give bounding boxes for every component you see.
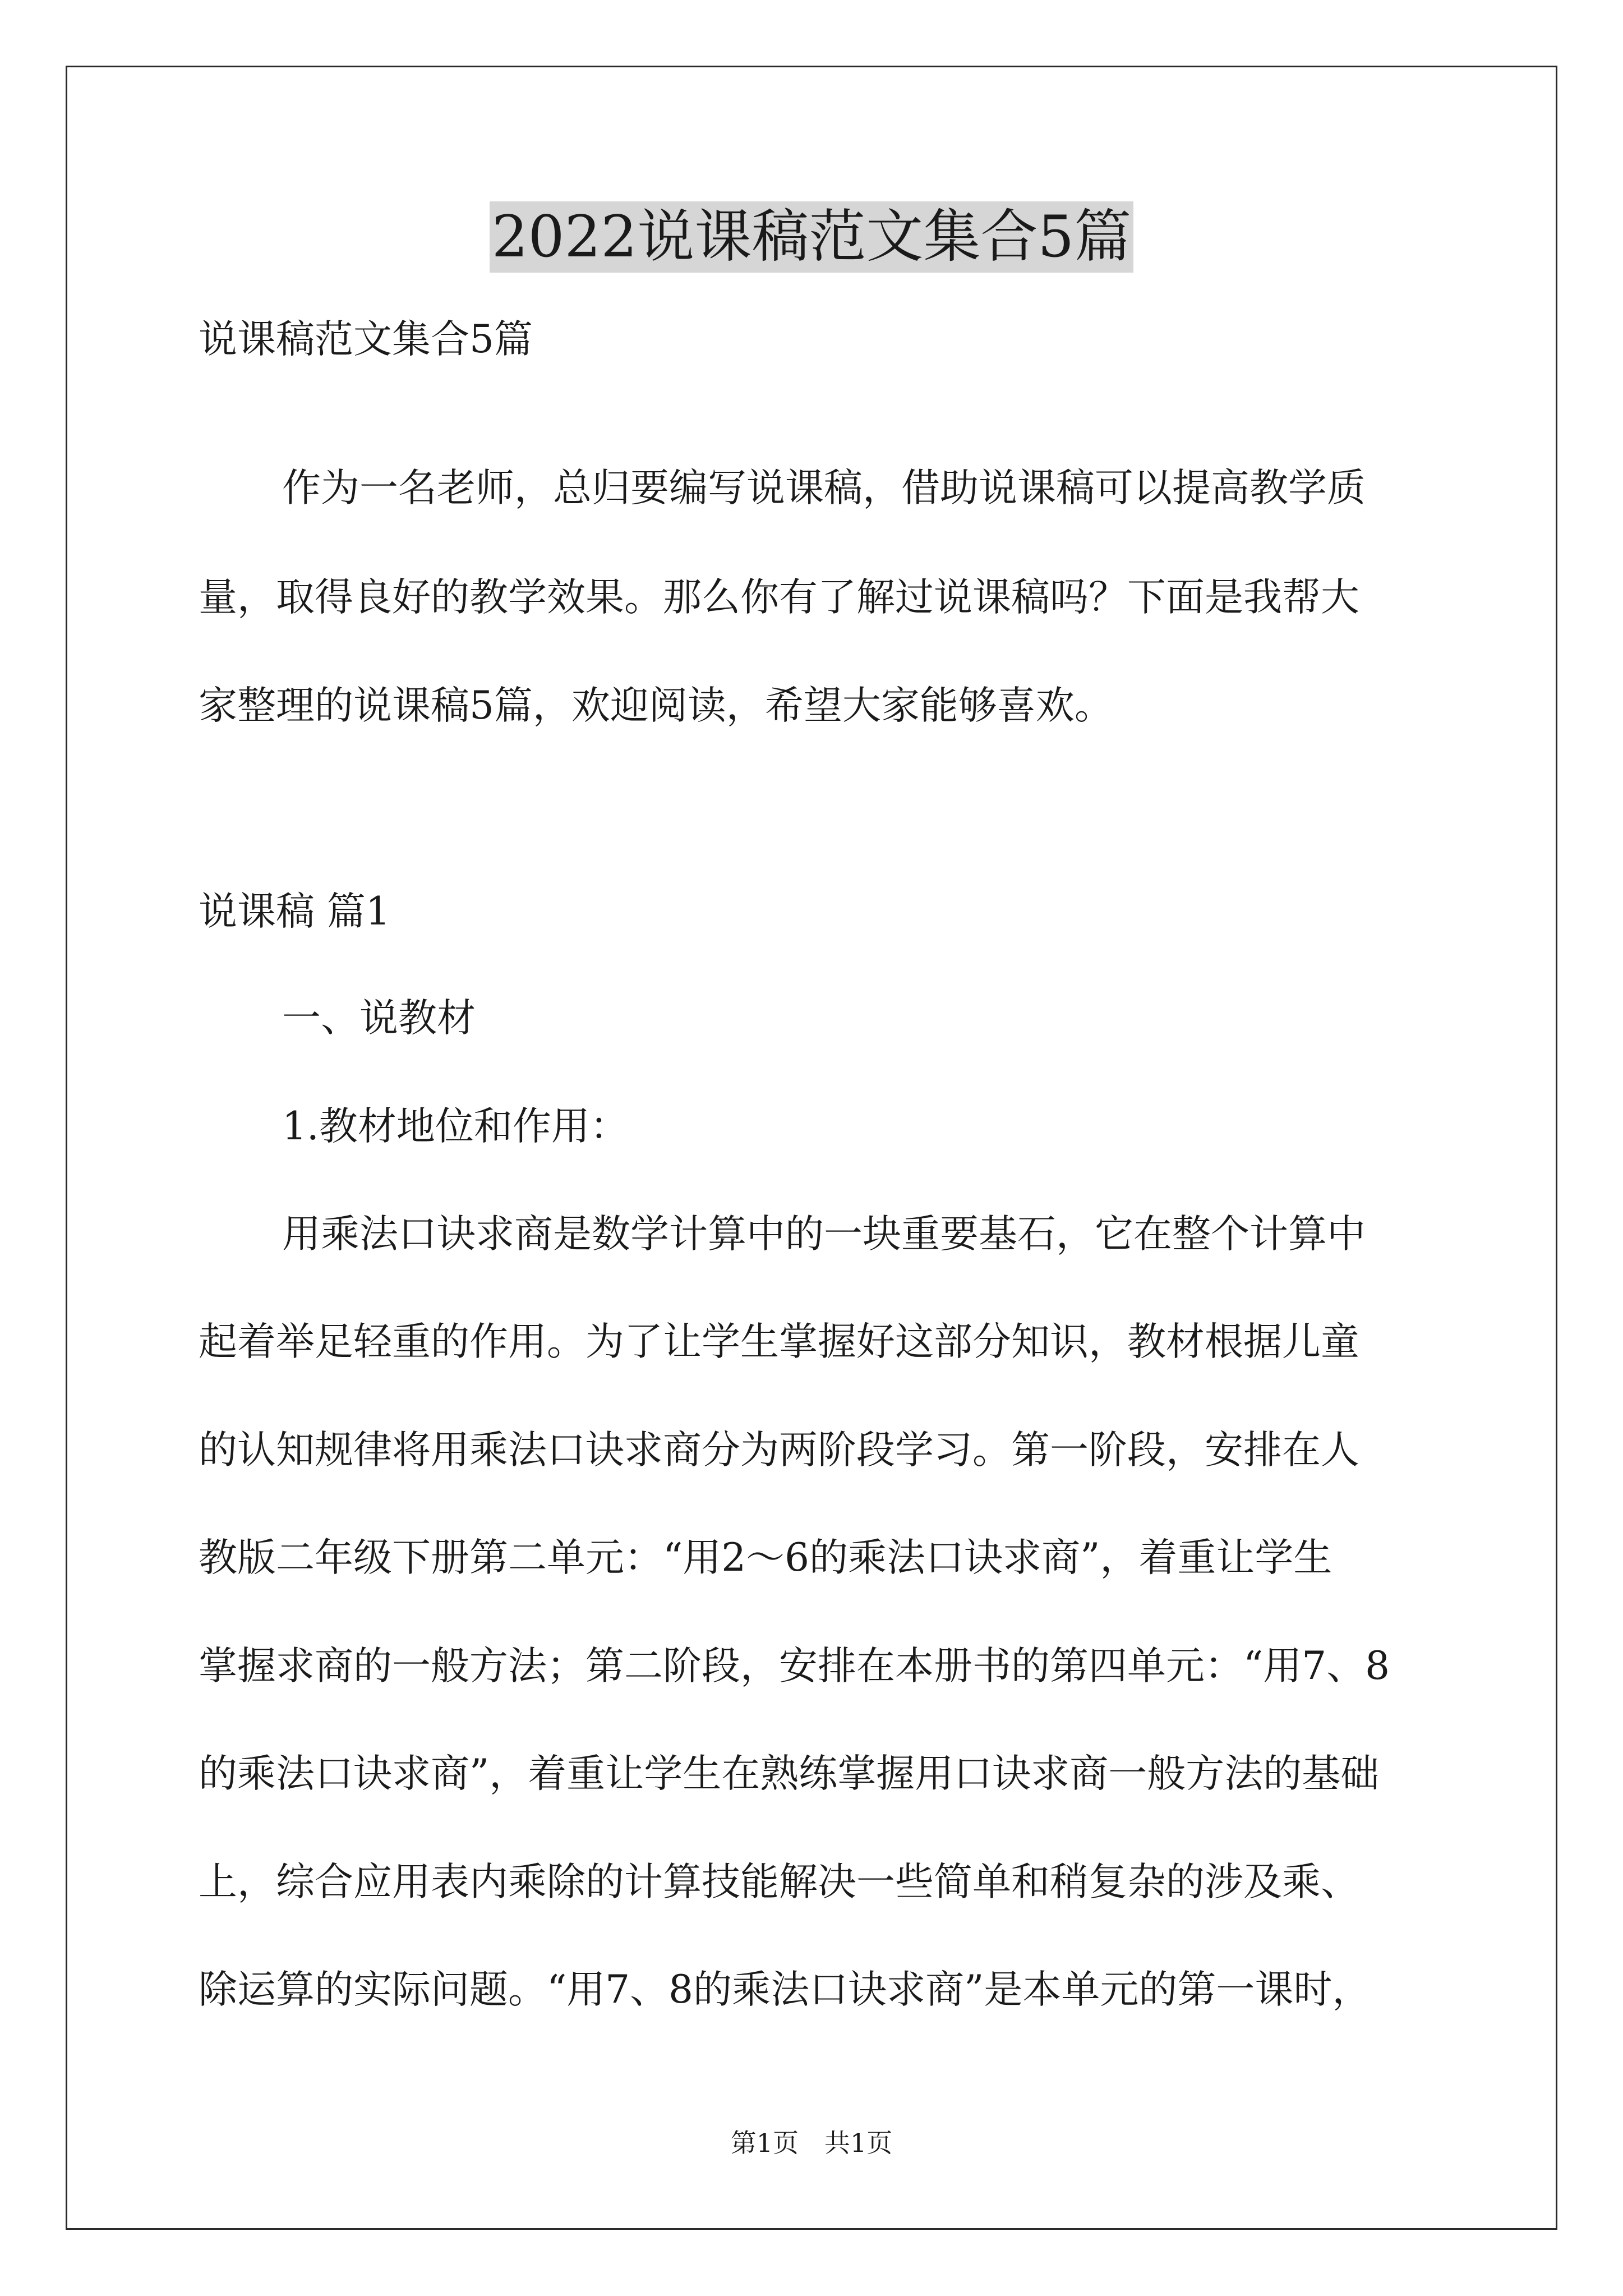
body-line: 的认知规律将用乘法口诀求商分为两阶段学习。第一阶段，安排在人 (199, 1428, 1359, 1473)
intro-line: 家整理的说课稿5篇，欢迎阅读，希望大家能够喜欢。 (199, 683, 1113, 728)
body-line: 用乘法口诀求商是数学计算中的一块重要基石，它在整个计算中 (282, 1212, 1366, 1257)
document-title-text: 2022说课稿范文集合5篇 (490, 201, 1133, 273)
point-heading: 1.教材地位和作用： (282, 1104, 629, 1149)
body-line: 起着举足轻重的作用。为了让学生掌握好这部分知识，教材根据儿童 (199, 1319, 1359, 1364)
intro-line: 作为一名老师，总归要编写说课稿，借助说课稿可以提高教学质 (282, 466, 1366, 510)
body-line: 教版二年级下册第二单元：“用2～6的乘法口诀求商”，着重让学生 (199, 1535, 1332, 1580)
page-footer: 第1页 共1页 (730, 2128, 893, 2158)
body-line: 掌握求商的一般方法；第二阶段，安排在本册书的第四单元：“用7、8 (199, 1644, 1390, 1688)
section-heading: 说课稿 篇1 (199, 889, 390, 934)
body-line: 上，综合应用表内乘除的计算技能解决一些简单和稍复杂的涉及乘、 (199, 1860, 1359, 1904)
subheading: 一、说教材 (282, 996, 476, 1041)
document-title (0, 195, 1623, 279)
intro-line: 量，取得良好的教学效果。那么你有了解过说课稿吗？下面是我帮大 (199, 575, 1359, 620)
document-subtitle: 说课稿范文集合5篇 (199, 317, 533, 362)
body-line: 除运算的实际问题。“用7、8的乘法口诀求商”是本单元的第一课时， (199, 1967, 1371, 2012)
body-line: 的乘法口诀求商”，着重让学生在熟练掌握用口诀求商一般方法的基础 (199, 1751, 1380, 1796)
